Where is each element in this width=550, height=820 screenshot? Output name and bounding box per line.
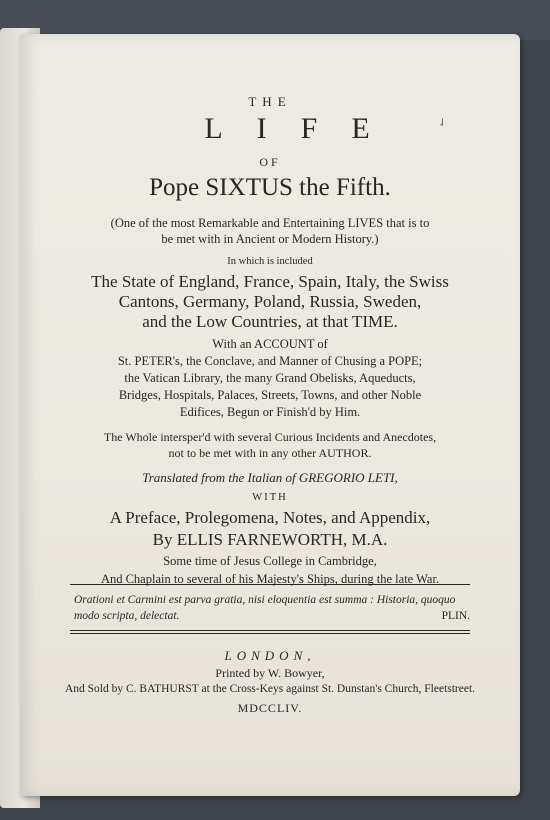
divider-top <box>70 584 470 585</box>
college-line: Some time of Jesus College in Cambridge, <box>163 554 377 568</box>
title-page <box>20 34 520 796</box>
with-account: With an ACCOUNT of <box>212 337 328 351</box>
divider-bottom <box>70 630 470 631</box>
title-pope: Pope SIXTUS the Fifth. <box>149 174 391 201</box>
imprint-seller: And Sold by C. BATHURST at the Cross-Keys against St. Dunstan's Church, Fleetstreet. <box>64 683 476 695</box>
imprint-date: MDCCLIV. <box>237 701 303 715</box>
which-included: In which is included <box>227 256 313 267</box>
subtitle-line-2: be met with in Ancient or Modern History.) <box>161 232 379 246</box>
title-the: THE <box>248 94 292 109</box>
translated-from: Translated from the Italian of GREGORIO LETI, <box>142 470 398 485</box>
imprint-printer: Printed by W. Bowyer, <box>215 666 325 680</box>
account-line-3: Bridges, Hospitals, Palaces, Streets, Towns, and other Noble <box>118 388 422 402</box>
quote-line-2 <box>74 610 470 622</box>
author-line: By ELLIS FARNEWORTH, M.A. <box>152 530 388 549</box>
account-line-1: St. PETER's, the Conclave, and Manner of Chusing a POPE; <box>117 354 423 368</box>
whole-line-2: not to be met with in any other AUTHOR. <box>168 446 372 460</box>
preface-line: A Preface, Prolegomena, Notes, and Appendix, <box>109 508 431 527</box>
state-line-3: and the Low Countries, at that TIME. <box>142 312 398 331</box>
subtitle-line-1: (One of the most Remarkable and Entertaining LIVES that is to <box>110 216 430 230</box>
pencil-mark-icon: ✓ <box>435 115 451 131</box>
quote-line-1: Orationi et Carmini est parva gratia, nisi eloquentia est summa : Historia, quoquo <box>74 594 456 606</box>
account-line-2: the Vatican Library, the many Grand Obelisks, Aqueducts, <box>124 371 416 385</box>
chaplain-line: And Chaplain to several of his Majesty's Ships, during the late War. <box>100 572 440 586</box>
with-heading: WITH <box>252 492 288 503</box>
quote-line-2-text: modo scripta, delectat. <box>74 610 180 622</box>
divider-bottom-thin <box>70 633 470 634</box>
title-life: LIFE <box>204 112 404 145</box>
state-line-2: Cantons, Germany, Poland, Russia, Sweden, <box>118 292 422 311</box>
title-of: OF <box>259 155 281 169</box>
whole-line-1: The Whole intersper'd with several Curious Incidents and Anecdotes, <box>103 430 437 444</box>
imprint-city: LONDON, <box>224 648 316 663</box>
account-line-4: Edifices, Begun or Finish'd by Him. <box>179 405 361 419</box>
quote-source: PLIN. <box>441 610 470 622</box>
state-line-1: The State of England, France, Spain, Italy, the Swiss <box>91 272 449 291</box>
